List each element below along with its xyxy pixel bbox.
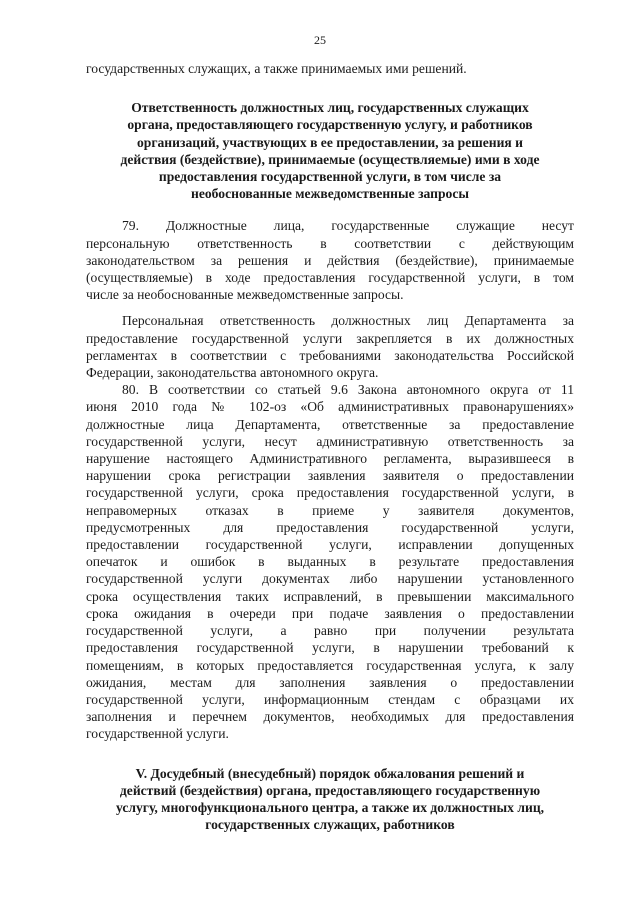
- paragraph-line: нарушении срока регистрации заявления заявителя о предоставлении: [86, 468, 574, 484]
- paragraph-line: срока осуществления таких исправлений, в превышении максимального: [86, 588, 574, 604]
- paragraph-line: заполнения и перечнем документов, необходимых для предоставления: [86, 709, 574, 725]
- heading-line: необоснованные межведомственные запросы: [191, 186, 469, 202]
- heading-line: организаций, участвующих в ее предоставлении, за решения и: [136, 134, 523, 150]
- heading-line: предоставления государственной услуги, в том числе за: [158, 169, 502, 185]
- heading-line: государственных служащих, работников: [205, 817, 455, 833]
- paragraph-line: регламентах в соответствии с требованиями законодательства Российской: [86, 347, 574, 363]
- heading-line: Ответственность должностных лиц, государственных служащих: [131, 100, 529, 116]
- paragraph-79: [86, 217, 574, 303]
- heading-line: действия (бездействие), принимаемые (осуществляемые) ими в ходе: [120, 151, 540, 167]
- paragraph-line: Персональная ответственность должностных лиц Департамента за: [122, 313, 574, 329]
- paragraph-line: опечаток и ошибок в выданных в результате предоставления: [86, 554, 574, 570]
- paragraph-line: государственной услуги документах либо нарушении установленного: [86, 571, 574, 587]
- paragraph-line: государственной услуги, срока предоставления государственной услуги, в: [86, 485, 574, 501]
- paragraph-line: персональную ответственность в соответствии с действующим: [86, 235, 574, 251]
- paragraph-line: нарушение настоящего Административного регламента, выразившееся в: [86, 451, 574, 467]
- paragraph-line: Федерации, законодательства автономного округа.: [86, 365, 379, 381]
- document-body: [86, 60, 574, 833]
- paragraph-line: 79. Должностные лица, государственные служащие несут: [122, 218, 574, 234]
- paragraph-line: неправомерных отказах в приеме у заявителя документов,: [86, 502, 574, 518]
- intro-line: государственных служащих, а также принимаемых ими решений.: [86, 61, 467, 76]
- page-number: 25: [314, 33, 326, 47]
- section-heading-appeal: [86, 765, 574, 834]
- section-heading-responsibility: [86, 99, 574, 202]
- paragraph-79-personal: [86, 312, 574, 381]
- paragraph-line: предоставление государственной услуги закрепляется в их должностных: [86, 330, 574, 346]
- heading-line: V. Досудебный (внесудебный) порядок обжалования решений и: [135, 765, 525, 781]
- paragraph-line: ожидания, местам для заполнения заявления о предоставлении: [86, 674, 574, 690]
- paragraph-line: государственной услуги, несут административную ответственность за: [86, 433, 574, 449]
- heading-line: органа, предоставляющего государственную услугу, и работников: [127, 117, 533, 133]
- paragraph-line: числе за необоснованные межведомственные запросы.: [86, 287, 404, 303]
- paragraph-line: государственной услуги.: [86, 726, 229, 742]
- paragraph-line: срока ожидания в очереди при подаче заявления о предоставлении: [86, 605, 574, 621]
- paragraph-line: июня 2010 года № 102-оз «Об административных правонарушениях»: [86, 399, 574, 415]
- paragraph-line: предоставления государственной услуги, в нарушении требований к: [86, 640, 574, 656]
- paragraph-line: должностные лица Департамента, ответственные за предоставление: [86, 416, 574, 432]
- paragraph-line: помещениям, в которых предоставляется государственная услуга, к залу: [86, 657, 574, 673]
- paragraph-80: [86, 381, 574, 742]
- paragraph-line: предусмотренных для предоставления государственной услуги,: [86, 519, 574, 535]
- paragraph-line: государственной услуги, а равно при получении результата: [86, 623, 574, 639]
- paragraph-line: законодательством за решения и действия (бездействие), принимаемые: [86, 252, 574, 268]
- paragraph-line: 80. В соответствии со статьей 9.6 Закона автономного округа от 11: [122, 382, 574, 398]
- heading-line: действий (бездействия) органа, предоставляющего государственную: [119, 782, 541, 798]
- paragraph-line: государственной услуги, информационным стендам с образцами их: [86, 691, 574, 707]
- paragraph-line: предоставлении государственной услуги, исправлении допущенных: [86, 537, 574, 553]
- heading-line: услугу, многофункционального центра, а также их должностных лиц,: [115, 799, 545, 815]
- paragraph-line: (осуществляемые) в ходе предоставления государственной услуги, в том: [86, 270, 574, 286]
